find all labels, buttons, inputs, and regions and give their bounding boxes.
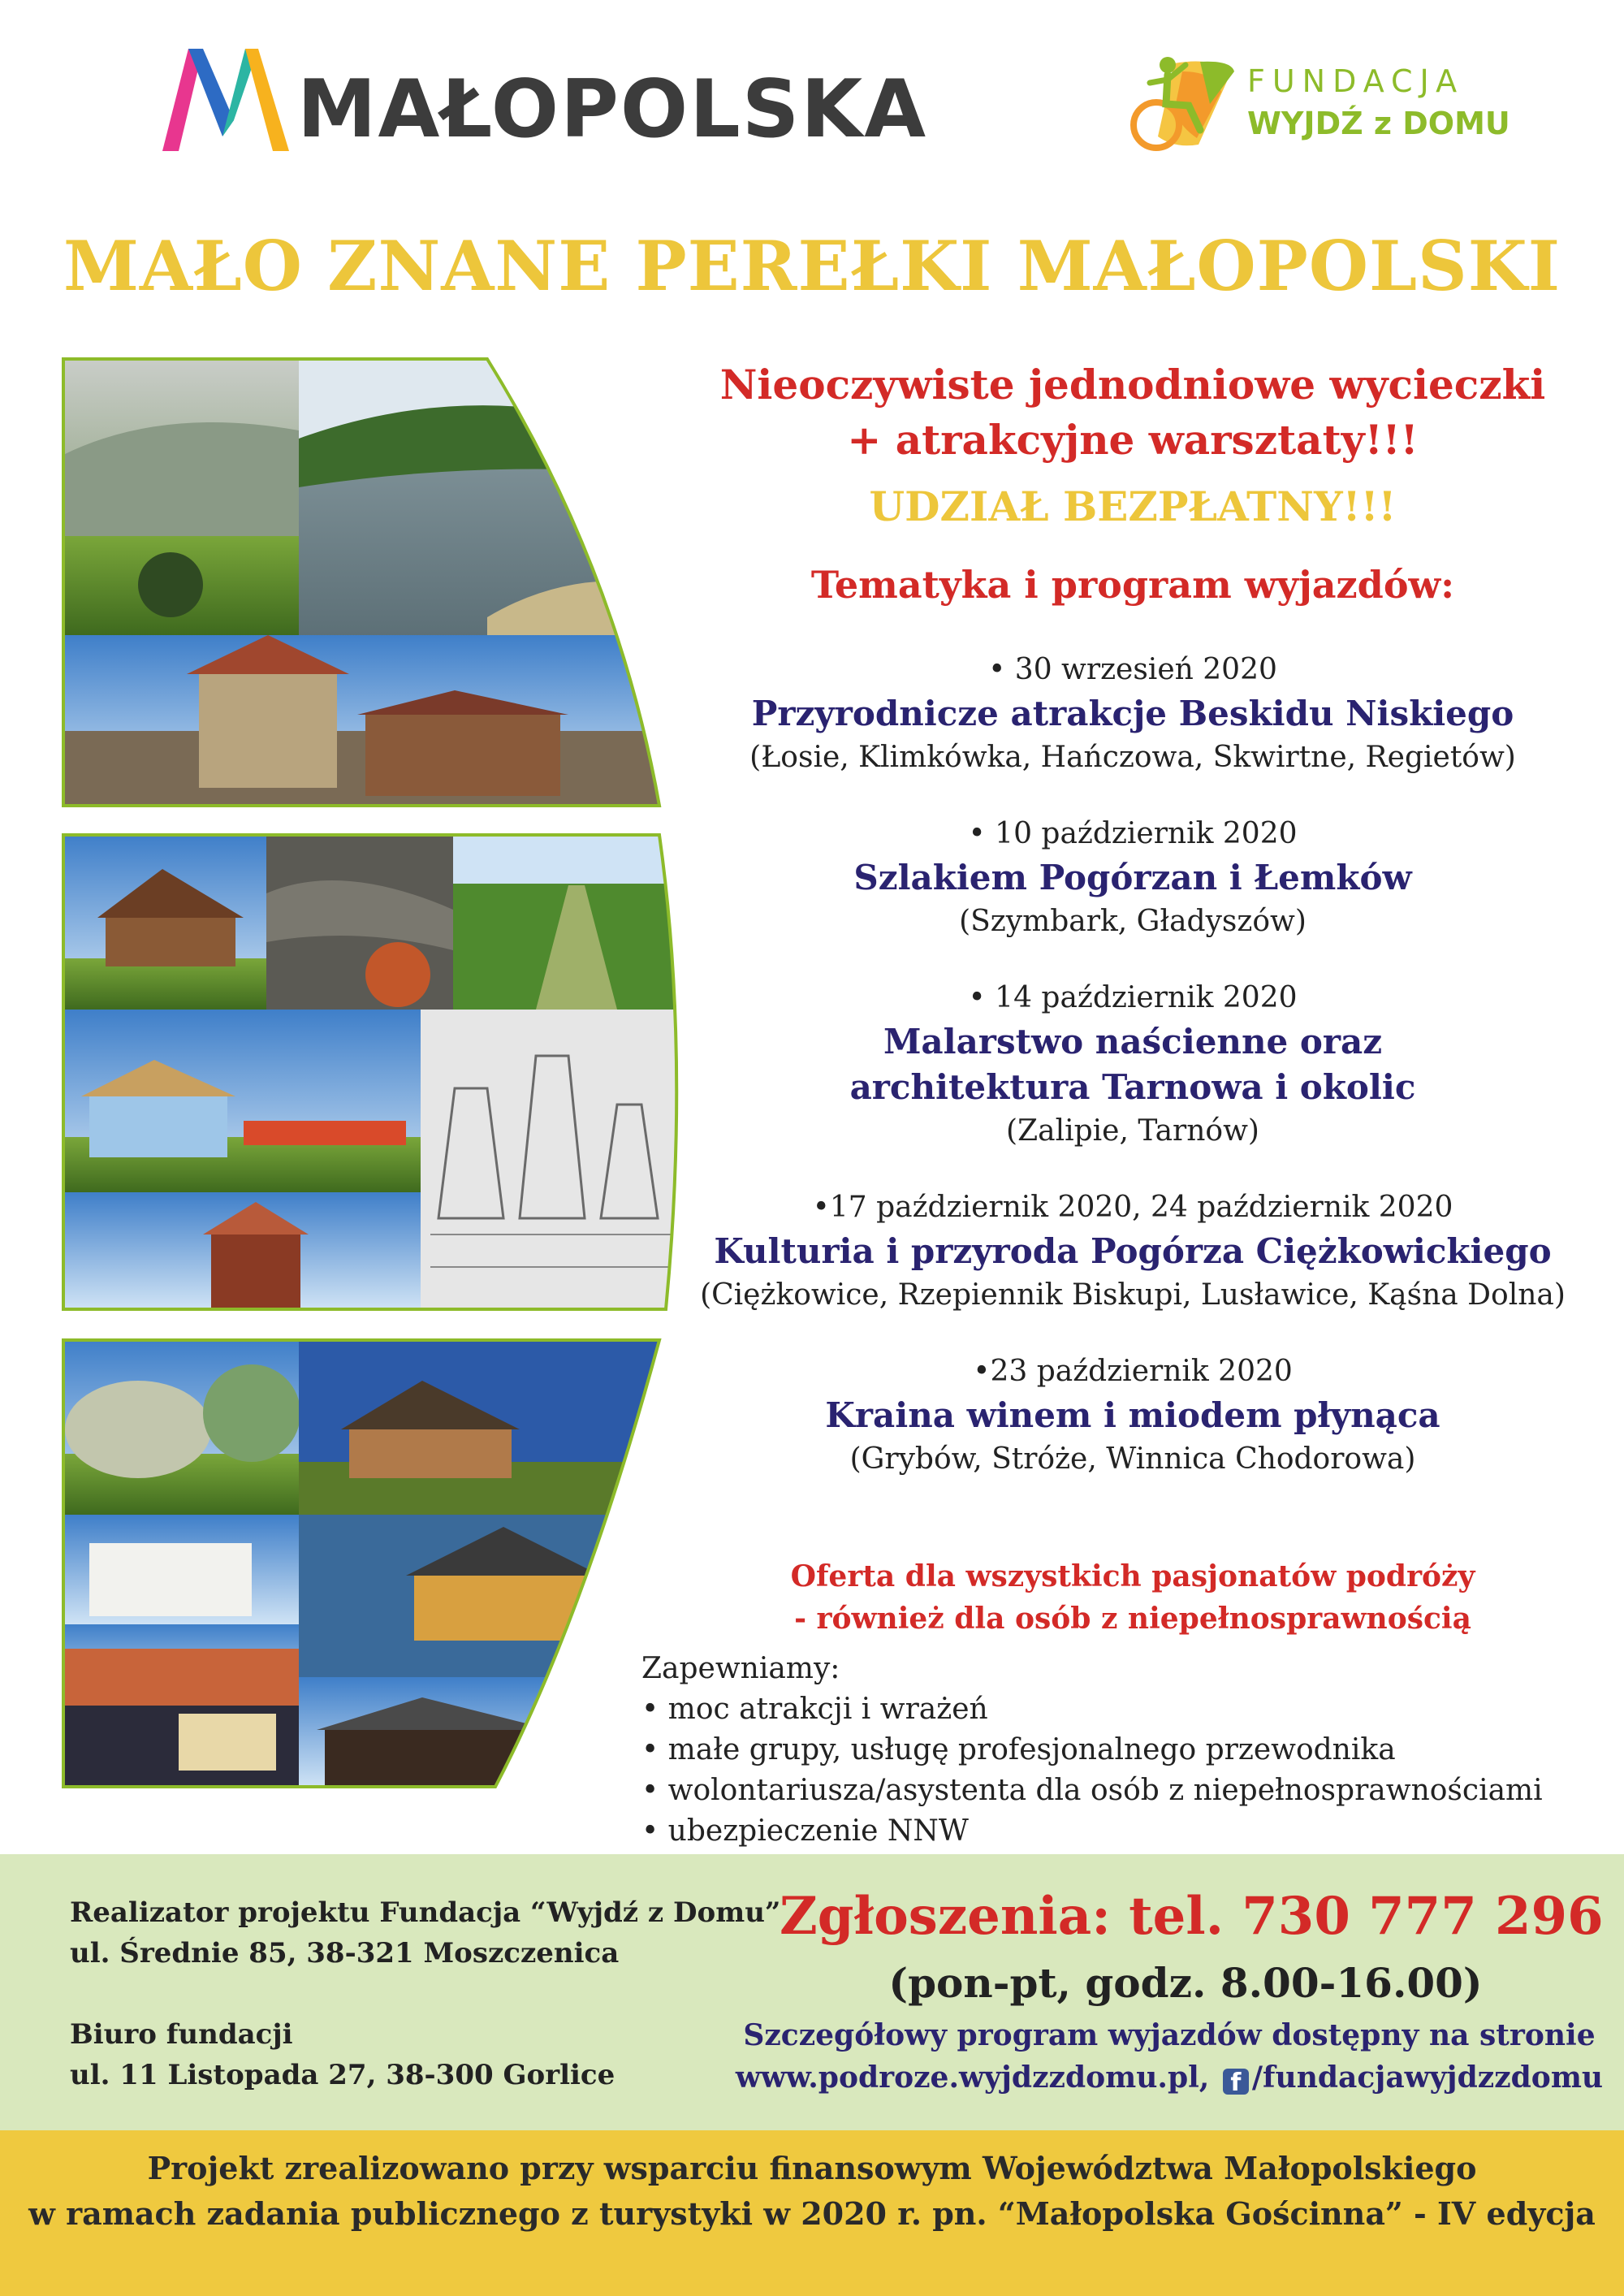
list-item: • ubezpieczenie NNW bbox=[641, 1814, 969, 1848]
registration-hours: (pon-pt, godz. 8.00-16.00) bbox=[888, 1959, 1483, 2007]
trip-date: •17 październik 2020, 24 październik 2020 bbox=[812, 1191, 1453, 1224]
facebook-link[interactable]: /fundacjawyjdzzdomu bbox=[1251, 2060, 1604, 2095]
facebook-icon[interactable]: f bbox=[1223, 2069, 1249, 2095]
trip-title: Kulturia i przyroda Pogórza Ciężkowickiego bbox=[714, 1231, 1552, 1271]
collage-block-2 bbox=[63, 835, 680, 1309]
registration-phone: Zgłoszenia: tel. 730 777 296 bbox=[780, 1886, 1604, 1947]
website-link[interactable]: www.podroze.wyjdzzdomu.pl, bbox=[735, 2060, 1210, 2095]
program-details bbox=[731, 2014, 1608, 2099]
trip-item bbox=[682, 1187, 1583, 1317]
subtitle-line2: + atrakcyjne warsztaty!!! bbox=[847, 416, 1419, 464]
trip-list bbox=[682, 649, 1583, 1481]
trip-places: (Grybów, Stróże, Winnica Chodorowa) bbox=[849, 1442, 1416, 1476]
trip-title: architektura Tarnowa i okolic bbox=[849, 1067, 1416, 1107]
free-participation: UDZIAŁ BEZPŁATNY!!! bbox=[869, 482, 1397, 530]
trip-places: (Łosie, Klimkówka, Hańczowa, Skwirtne, Regietów) bbox=[749, 741, 1516, 774]
photo-collage bbox=[0, 0, 682, 1819]
organizer-line2: ul. Średnie 85, 38-321 Moszczenica bbox=[70, 1937, 620, 1970]
trip-date: •23 październik 2020 bbox=[973, 1355, 1293, 1388]
trip-places: (Szymbark, Gładyszów) bbox=[959, 905, 1307, 938]
trip-item bbox=[682, 1351, 1583, 1481]
page-title: MAŁO ZNANE PEREŁKI MAŁOPOLSKI bbox=[63, 226, 1561, 306]
funding-line1: Projekt zrealizowano przy wsparciu finansowym Województwa Małopolskiego bbox=[147, 2150, 1477, 2186]
list-item: • małe grupy, usługę profesjonalnego przewodnika bbox=[641, 1733, 1396, 1766]
fundacja-logo-line2: WYJDŹ z DOMU bbox=[1247, 106, 1510, 141]
program-heading: Tematyka i program wyjazdów: bbox=[810, 563, 1455, 607]
program-column bbox=[682, 357, 1583, 1515]
trip-date: • 30 wrzesień 2020 bbox=[988, 653, 1277, 686]
guarantees-list bbox=[641, 1649, 1543, 1852]
collage-block-3 bbox=[63, 1340, 664, 1787]
malopolska-logo-text: MAŁOPOLSKA bbox=[297, 63, 928, 156]
collage-block-1 bbox=[63, 359, 664, 806]
offer-line2: - również dla osób z niepełnosprawnością bbox=[794, 1602, 1471, 1636]
trip-item bbox=[682, 649, 1583, 779]
fundacja-logo bbox=[1125, 47, 1596, 169]
fundacja-wheelchair-icon bbox=[1125, 47, 1239, 161]
organizer-line4: ul. 11 Listopada 27, 38-300 Gorlice bbox=[70, 2059, 615, 2091]
offer-note bbox=[682, 1555, 1583, 1640]
trip-date: • 14 październik 2020 bbox=[968, 981, 1298, 1014]
trip-title: Malarstwo naścienne oraz bbox=[883, 1022, 1383, 1062]
organizer-line1: Realizator projektu Fundacja “Wyjdź z Domu” bbox=[70, 1896, 781, 1929]
subtitle-line1: Nieoczywiste jednodniowe wycieczki bbox=[719, 361, 1546, 409]
trip-item bbox=[682, 977, 1583, 1152]
photo-town-drawing bbox=[421, 1010, 680, 1309]
organizer-info bbox=[70, 1892, 780, 2095]
details-line1: Szczegółowy program wyjazdów dostępny na stronie bbox=[743, 2018, 1596, 2052]
funding-note bbox=[0, 2146, 1624, 2237]
organizer-line3: Biuro fundacji bbox=[70, 2018, 293, 2051]
trip-title: Przyrodnicze atrakcje Beskidu Niskiego bbox=[751, 694, 1514, 733]
guarantees-heading: Zapewniamy: bbox=[641, 1652, 840, 1685]
trip-item bbox=[682, 813, 1583, 943]
trip-date: • 10 październik 2020 bbox=[968, 817, 1298, 850]
list-item: • wolontariusza/asystenta dla osób z niepełnosprawnościami bbox=[641, 1774, 1543, 1807]
trip-places: (Ciężkowice, Rzepiennik Biskupi, Lusławice, Kąśna Dolna) bbox=[700, 1278, 1566, 1312]
funding-line2: w ramach zadania publicznego z turystyki w 2020 r. pn. “Małopolska Gościnna” - IV edycja bbox=[28, 2195, 1596, 2232]
trip-title: Szlakiem Pogórzan i Łemków bbox=[853, 858, 1412, 897]
offer-line1: Oferta dla wszystkich pasjonatów podróży bbox=[790, 1559, 1475, 1593]
trip-title: Kraina winem i miodem płynąca bbox=[825, 1395, 1440, 1435]
fundacja-logo-line1: FUNDACJA bbox=[1247, 63, 1465, 99]
trip-places: (Zalipie, Tarnów) bbox=[1006, 1114, 1259, 1148]
list-item: • moc atrakcji i wrażeń bbox=[641, 1693, 988, 1726]
